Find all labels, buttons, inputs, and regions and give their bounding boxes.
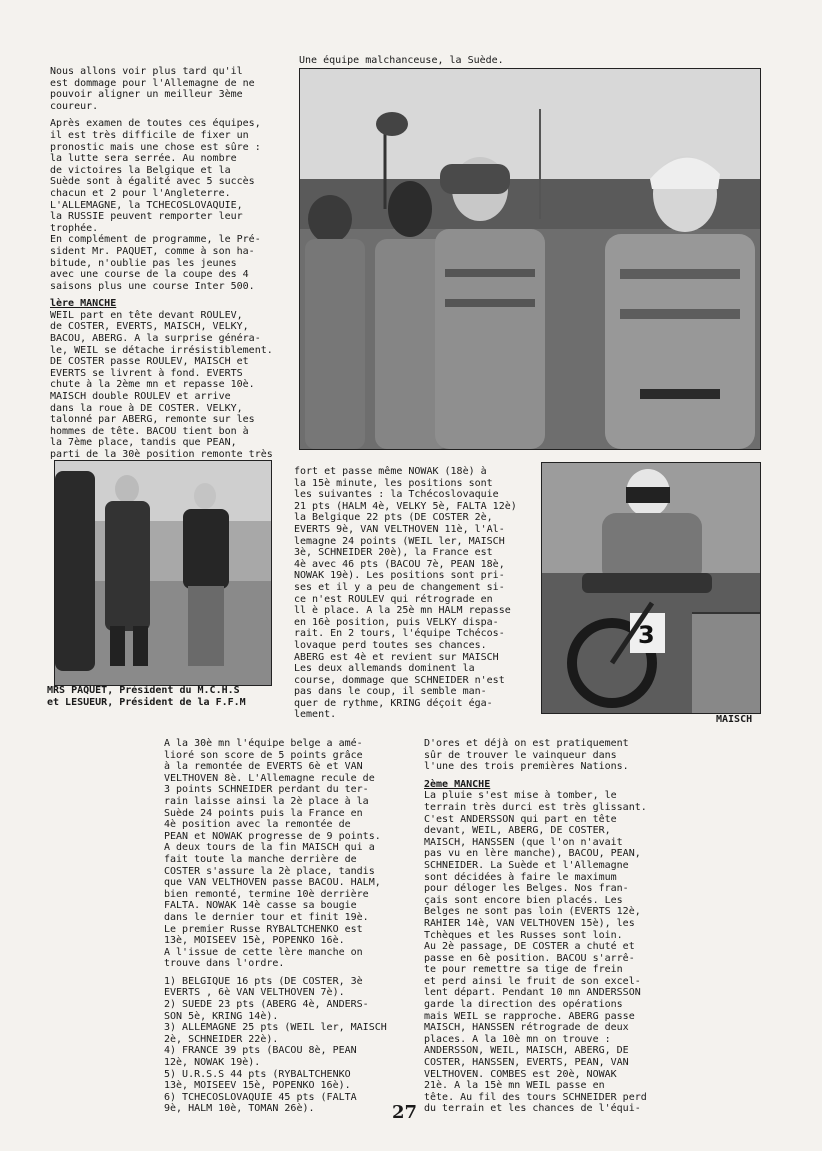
section-heading-second-heat: 2ème MANCHE bbox=[424, 778, 491, 790]
team-photo-image bbox=[300, 69, 760, 449]
paragraph: fort et passe même NOWAK (18è) à la 15è minute, les positions sont les suivantes : la Tchécoslovaquie 21 pts (HALM 4è, VELKY 5è, FALTA 12è) la Belgique 22 pts (DE COSTER 2è, EVERTS 9è, VAN VELTHOVEN 11è, l'Al- lemagne 24 points (WEIL ler, MAISCH 3è, SCHNEIDER 20è), la France est 4è avec 46 pts (BACOU 7è, PEAN 18è, NOWAK 19è). Les positions sont pri- ses et il y a peu de changement si- ce n'est ROULEV qui rétrograde en ll è place. A la 25è mn HALM repasse en 16è position, puis VELKY dispa- rait. En 2 tours, l'équipe Tchécos- lovaque perd toutes ses chances. ABERG est 4è et revient sur MAISCH Les deux allemands dominent la course, dommage que SCHNEIDER n'est pas dans le coup, il semble man- quer de rythme, KRING déçoit éga- lement. bbox=[294, 466, 517, 721]
paragraph: D'ores et déjà on est pratiquement sûr de trouver le vainqueur dans l'une des trois premières Nations. bbox=[424, 738, 629, 773]
photo-caption-maisch: MAISCH bbox=[716, 714, 753, 725]
paragraph: A la 30è mn l'équipe belge a amé- lioré son score de 5 points grâce à la remontée de EVERTS 6è et VAN VELTHOVEN 8è. L'Allemagne recule de 3 points SCHNEIDER perdant du ter- rain laisse ainsi la 2è place à la Suède 24 points puis la France en 4è position avec la remontée de PEAN et NOWAK progresse de 9 points. A deux tours de la fin MAISCH qui a fait toute la manche derrière de COSTER s'assure la 2è place, tandis que VAN VELTHOVEN passe BACOU. HALM, bien remonté, termine 10è derrière FALTA. NOWAK 14è casse sa bougie dans le dernier tour et finit 19è. Le premier Russe RYBALTCHENKO est 13è, MOISEEV 15è, POPENKO 16è. A l'issue de cette lère manche on trouve dans l'ordre. bbox=[164, 738, 381, 970]
maisch-photo-image bbox=[542, 463, 760, 713]
photo-officials bbox=[54, 460, 272, 686]
paragraph: Après examen de toutes ces équipes, il est très difficile de fixer un pronostic mais une chose est sûre : la lutte sera serrée. Au nombre de victoires la Belgique et la Suède sont à égalité avec 5 succès chacun et 2 pour l'Angleterre. L'ALLEMAGNE, la TCHECOSLOVAQUIE, la RUSSIE peuvent remporter leur trophée. En complément de programme, le Pré- sident Mr. PAQUET, comme à son ha- bitude, n'oublie pas les jeunes avec une course de la coupe des 4 saisons plus une course Inter 500. bbox=[50, 118, 261, 292]
result-item: 2) SUEDE 23 pts (ABERG 4è, ANDERS- SON 5è, KRING 14è). bbox=[164, 999, 369, 1022]
photo-caption-officials: MRS PAQUET, Président du M.C.H.S et LESUEUR, Président de la F.F.M bbox=[47, 685, 246, 708]
paragraph: WEIL part en tête devant ROULEV, de COSTER, EVERTS, MAISCH, VELKY, BACOU, ABERG. A la surprise généra- le, WEIL se détache irrésistiblement. DE COSTER passe ROULEV, MAISCH et EVERTS se livrent à fond. EVERTS chute à la 2ème mn et repasse 10è. MAISCH double ROULEV et arrive dans la roue à DE COSTER. VELKY, talonné par ABERG, remonte sur les hommes de tête. BACOU tient bon à la 7ème place, tandis que PEAN, parti de la 30è position remonte très bbox=[50, 309, 273, 460]
result-item: 5) U.R.S.S 44 pts (RYBALTCHENKO 13è, MOISEEV 15è, POPENKO 16è). bbox=[164, 1068, 351, 1092]
paragraph: Nous allons voir plus tard qu'il est dommage pour l'Allemagne de ne pouvoir aligner un meilleur 3ème coureur. bbox=[50, 66, 255, 112]
section-heading-first-heat: lère MANCHE bbox=[50, 298, 117, 310]
photo-caption-sweden: Une équipe malchanceuse, la Suède. bbox=[299, 55, 504, 66]
result-item: 1) BELGIQUE 16 pts (DE COSTER, 3è EVERTS , 6è VAN VELTHOVEN 7è). bbox=[164, 975, 363, 999]
text-column-left-top bbox=[50, 66, 290, 461]
result-item: 3) ALLEMAGNE 25 pts (WEIL ler, MAISCH 2è, SCHNEIDER 22è). bbox=[164, 1022, 387, 1045]
officials-photo-image bbox=[55, 461, 271, 685]
page-number: 27 bbox=[392, 1102, 418, 1123]
result-item: 4) FRANCE 39 pts (BACOU 8è, PEAN 12è, NOWAK 19è). bbox=[164, 1045, 357, 1069]
result-item: 6) TCHECOSLOVAQUIE 45 pts (FALTA 9è, HALM 10è, TOMAN 26è). bbox=[164, 1091, 357, 1115]
photo-swedish-team bbox=[299, 68, 761, 450]
paragraph: La pluie s'est mise à tomber, le terrain très durci est très glissant. C'est ANDERSSON qui part en tête devant, WEIL, ABERG, DE COSTER, MAISCH, HANSSEN (que l'on n'avait pas vu en lère manche), BACOU, PEAN, SCHNEIDER. La Suède et l'Allemagne sont décidées à faire le maximum pour déloger les Belges. Nos fran- çais sont encore bien placés. Les Belges ne sont pas loin (EVERTS 12è, RAHIER 14è, VAN VELTHOVEN 15è), les Tchèques et les Russes sont loin. Au 2è passage, DE COSTER a chuté et passe en 6è position. BACOU s'arrê- te pour remettre sa tige de frein et perd ainsi le fruit de son excel- lent départ. Pendant 10 mn ANDERSSON garde la direction des opérations mais WEIL se rapproche. ABERG passe MAISCH, HANSSEN rétrograde de deux places. A la 10è mn on trouve : ANDERSSON, WEIL, MAISCH, ABERG, DE COSTER, HANSSEN, EVERTS, PEAN, VAN VELTHOVEN. COMBES est 20è, NOWAK 21è. A la 15è mn WEIL passe en tête. Au fil des tours SCHNEIDER perd du terrain et les chances de l'équi- bbox=[424, 790, 647, 1115]
text-column-bottom-right bbox=[424, 738, 664, 1115]
text-column-middle bbox=[294, 466, 538, 721]
photo-maisch bbox=[541, 462, 761, 714]
race-number-plate: 3 bbox=[638, 621, 655, 649]
text-column-bottom-left bbox=[164, 738, 396, 1115]
